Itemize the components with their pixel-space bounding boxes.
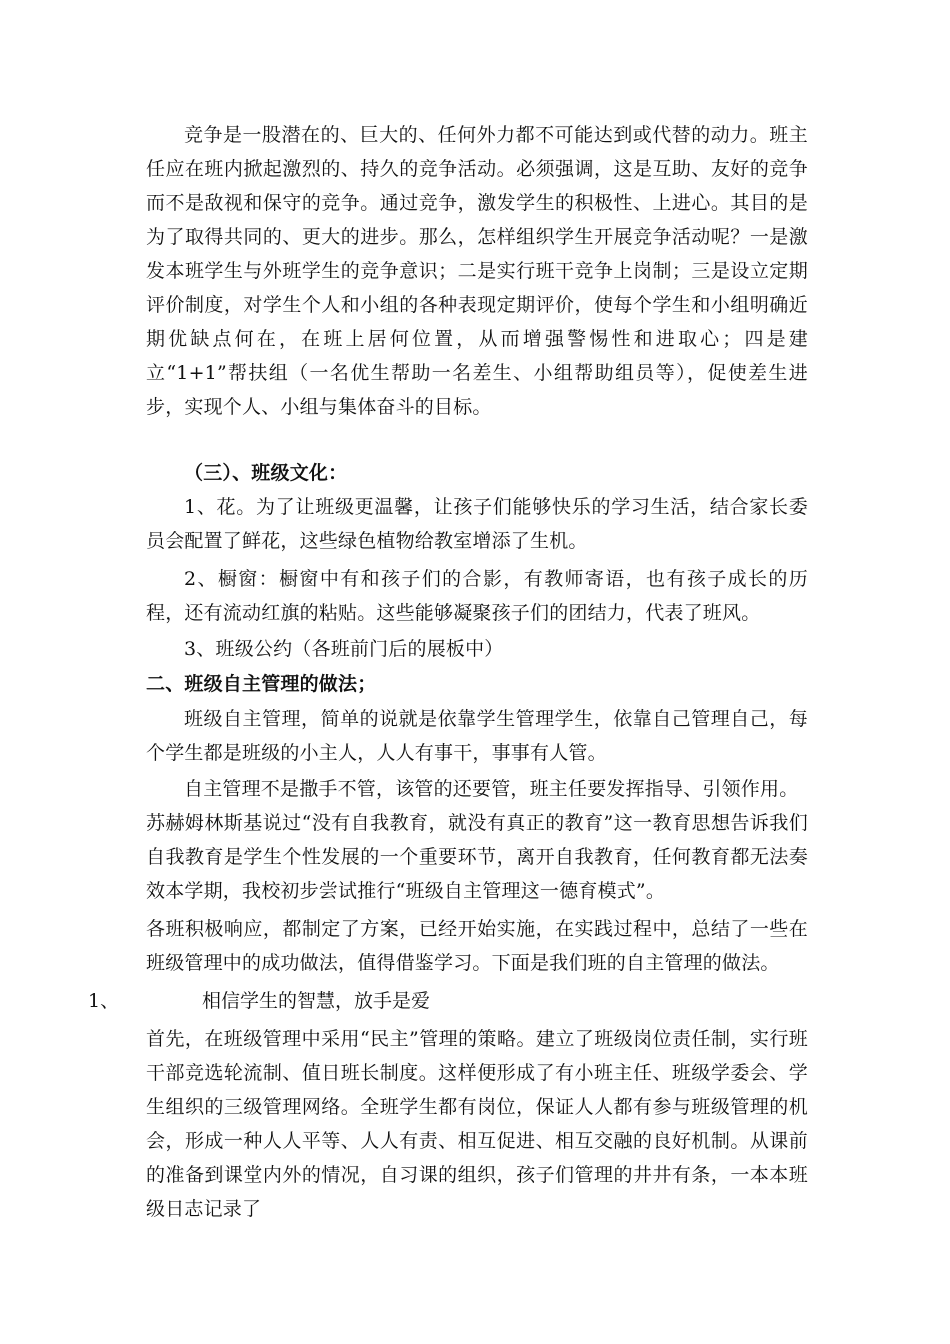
paragraph-democratic-management: 首先，在班级管理中采用“民主”管理的策略。建立了班级岗位责任制，实行班干部竞选轮流制、值日班长制度。这样便形成了有小班主任、班级学委会、学生组织的三级管理网络。全班学生都有岗位，保证人人都有参与班级管理的机会，形成一种人人平等、人人有责、相互促进、相互交融的良好机制。从课前的准备到课堂内外的情况，自习课的组织，孩子们管理的井井有条，一本本班级日志记录了 [146, 1028, 808, 1220]
paragraph-self-management-definition: 班级自主管理，简单的说就是依靠学生管理学生，依靠自己管理自己，每个学生都是班级的小主人，人人有事干，事事有人管。 [146, 708, 808, 764]
paragraph-guidance: 自主管理不是撒手不管，该管的还要管，班主任要发挥指导、引领作用。 [184, 778, 799, 800]
paragraph-showcase: 2、橱窗：橱窗中有和孩子们的合影，有教师寄语，也有孩子成长的历程，还有流动红旗的粘贴。这些能够凝聚孩子们的团结力，代表了班风。 [146, 568, 808, 624]
list-number: 1、 [88, 990, 120, 1012]
paragraph-competition: 竞争是一股潜在的、巨大的、任何外力都不可能达到或代替的动力。班主任应在班内掀起激烈的、持久的竞争活动。必须强调，这是互助、友好的竞争而不是敌视和保守的竞争。通过竞争，激发学生的积极性、上进心。其目的是为了取得共同的、更大的进步。那么，怎样组织学生开展竞争活动呢？一是激发本班学生与外班学生的竞争意识；二是实行班干竞争上岗制；三是设立定期评价制度，对学生个人和小组的各种表现定期评价，使每个学生和小组明确近期优缺点何在，在班上居何位置，从而增强警惕性和进取心；四是建立“1+1”帮扶组（一名优生帮助一名差生、小组帮助组员等），促使差生进步，实现个人、小组与集体奋斗的目标。 [146, 124, 808, 418]
list-item-title: 相信学生的智慧，放手是爱 [202, 990, 431, 1012]
paragraph-class-response: 各班积极响应，都制定了方案，已经开始实施，在实践过程中，总结了一些在班级管理中的成功做法，值得借鉴学习。下面是我们班的自主管理的做法。 [146, 918, 808, 974]
heading-class-culture: （三）、班级文化： [184, 462, 348, 484]
paragraph-class-convention: 3、班级公约（各班前门后的展板中） [184, 638, 504, 660]
paragraph-sukhomlinsky-quote: 苏赫姆林斯基说过“没有自我教育，就没有真正的教育”这一教育思想告诉我们自我教育是学生个性发展的一个重要环节，离开自我教育，任何教育都无法奏效本学期，我校初步尝试推行“班级自主管理这一德育模式”。 [146, 812, 808, 902]
paragraph-flowers: 1、花。为了让班级更温馨，让孩子们能够快乐的学习生活，结合家长委员会配置了鲜花，这些绿色植物给教室增添了生机。 [146, 496, 808, 552]
heading-self-management: 二、班级自主管理的做法； [146, 673, 377, 695]
